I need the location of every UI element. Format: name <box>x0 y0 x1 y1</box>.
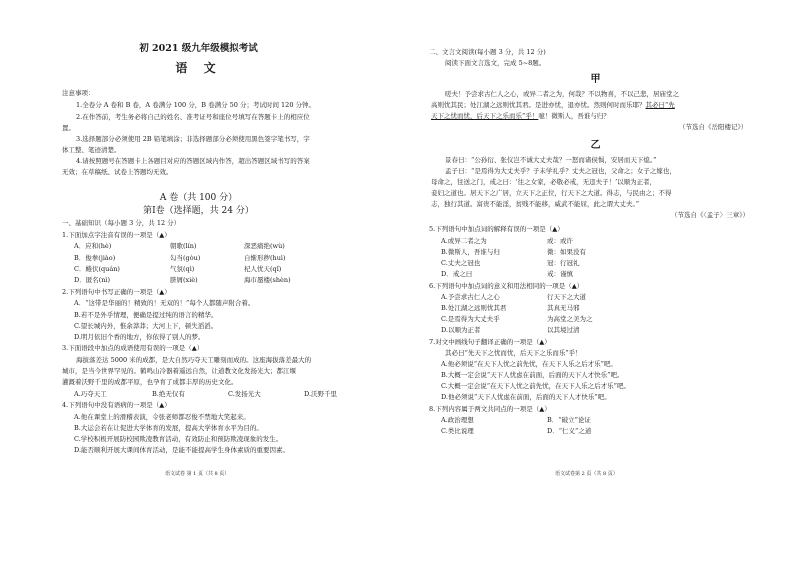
q5-option-d: D．戒之曰 <box>441 270 473 278</box>
question-5-stem: 5.下列语句中加点词的解释有误的一项是（▲） <box>429 225 564 233</box>
q1-option-c-3: 杞人忧天(qǐ) <box>244 265 282 273</box>
question-8-stem: 8.下列内容属于两文共同点的一项是（▲） <box>429 405 551 413</box>
q1-option-b-2: 勾当(gòu) <box>170 254 201 262</box>
underlined-sentence-part-2: 天下之忧而忧，后天下之乐而乐”乎！ <box>431 112 539 120</box>
q5-option-a: A.或异二者之为 <box>441 237 487 245</box>
q3-option-a: A.巧夺天工 <box>74 390 107 398</box>
notice-item-4: 4.请按照题号在答题卡上各题目对应的答题区域内作答，超出答题区域书写的答案 <box>76 157 310 165</box>
question-2-stem: 2.下列语句中书写正确的一项是（▲） <box>62 288 171 296</box>
notice-item-3: 3.选择题部分必须使用 2B 铅笔填涂；非选择题部分必须使用黑色签字笔书写，字 <box>76 135 310 143</box>
notice-item-1: 1.全卷分 A 卷和 B 卷，A 卷满分 100 分，B 卷满分 50 分；考试时间 120 分钟。 <box>76 101 316 109</box>
q6-option-d-2: 以其境过清 <box>547 326 580 334</box>
q3-option-c: C.发扬光大 <box>228 390 261 398</box>
q6-option-a: A.予尝求古仁人之心 <box>441 293 500 301</box>
q4-option-d: D.能否顺利开展大课间体育活动，是能不能提高学生身体素质的重要因素。 <box>74 446 290 454</box>
q1-option-c: C．蜷伏(quán) <box>74 265 120 273</box>
notice-item-2: 2.在作答前，考生务必将自己的姓名、准考证号和座位号填写在答题卡上的相应位 <box>76 113 310 121</box>
q6-option-c-2: 为高堂之美为之 <box>547 315 593 323</box>
passage-jia-label: 甲 <box>590 74 601 85</box>
question-1-stem: 1.下面加点字注音有误的一项是（▲） <box>62 231 171 239</box>
passage-jia-line-2-text: 高则忧其民；处江湖之远则忧其君。是进亦忧，退亦忧。然则何时而乐耶？ <box>431 101 646 109</box>
exam-page-2 <box>397 0 794 561</box>
underlined-sentence-part-1: 其必曰“先 <box>645 101 675 109</box>
notice-label: 注意事项： <box>62 89 95 97</box>
q6-option-a-2: 行天下之大道 <box>547 293 586 301</box>
q4-option-b: B.大运会若在让促进大学体育的发展，提高大学体育水平为目的。 <box>74 424 263 432</box>
passage-yi-line-1: 景春曰：“公孙衍、张仪岂不诚大丈夫哉？一怒而诸侯惧，安居而天下熄。” <box>445 156 657 164</box>
notice-item-2-cont: 置。 <box>62 124 75 132</box>
q2-option-a: A．“这带是华丽的！精致的！无双的！”每个人都随声附合着。 <box>74 299 255 307</box>
q5-option-b-2: 微：如果没有 <box>547 248 586 256</box>
subject-title: 语 文 <box>175 61 222 75</box>
passage-yi-source: （节选自《〈孟子〉三章》） <box>671 211 749 219</box>
q7-option-d: D.他必须说“天下人忧虑在前面，后面的天下人才快乐”吧。 <box>441 393 611 401</box>
question-4-stem: 4.下列语句中没有语病的一项是（▲） <box>62 401 171 409</box>
q1-option-d: D．匿名(nì) <box>74 276 111 284</box>
q7-option-b: B.大概一定会说“天下人忧虑在前面，后面的天下人才快乐”吧。 <box>441 371 624 379</box>
q4-option-c: C.学校积极开展防校园欺凌教育活动，有效防止和预防欺凌现象的发生。 <box>74 435 283 443</box>
q2-option-c: C.望长城内外，惟余莽莽；大河上下，顿失滔滔。 <box>74 322 218 330</box>
q8-option-b: B．“破立”论证 <box>547 416 591 424</box>
q1-option-b-3: 自惭形秽(huì) <box>244 254 286 262</box>
q8-option-a: A.政治理想 <box>441 416 474 424</box>
passage-yi-line-3: 母命之，往送之门，戒之曰：‘往之女家，必敬必戒，无违夫子！’以顺为正者， <box>431 178 657 186</box>
q3-passage-line-3: 灌溉着沃野千里的成都平原，也孕育了成都丰厚的历史文化。 <box>62 378 238 386</box>
q3-option-b: B.绝无仅有 <box>152 390 185 398</box>
q5-option-c-2: 冠：行冠礼 <box>547 259 580 267</box>
q7-option-c: C.大概一定会说“在天下人忧之前先忧，在天下人乐之后才乐”吧。 <box>441 382 630 390</box>
q6-option-b-2: 其真无马邪 <box>547 304 580 312</box>
q3-passage-line-2: 城市，是当今世界罕见的。鹤鸣山冷器着遥远自然，让道教文化发扬光大；都江堰 <box>62 367 296 375</box>
section-2-intro: 阅读下面文言选文，完成 5~8题。 <box>445 59 546 67</box>
q6-option-b: B.处江湖之远则忧其君 <box>441 304 507 312</box>
page-footer-2: 语文试卷第 2 页（共 8 页） <box>555 471 618 477</box>
passage-jia-line-1: 嗟夫！予尝求古仁人之心，或异二者之为，何哉？不以物喜，不以己悲，居庙堂之 <box>445 90 679 98</box>
q5-option-a-2: 或：或许 <box>547 237 573 245</box>
volume-a-heading: A 卷（共 100 分） <box>159 193 238 203</box>
section-1-heading: 一、基础知识（每小题 3 分，共 12 分） <box>62 219 181 227</box>
q7-sentence: 其必曰“先天下之忧而忧，后天下之乐而乐”乎！ <box>445 349 582 357</box>
passage-jia-line-2 <box>431 101 675 109</box>
q1-option-c-2: 气氛(qì) <box>170 265 195 273</box>
page-footer-1: 语文试卷 第 1 页（共 8 页） <box>165 471 230 477</box>
q6-option-d: D.以顺为正者 <box>441 326 481 334</box>
question-7-stem: 7.对文中画线句子翻译正确的一项是（▲） <box>429 338 551 346</box>
q1-option-a-2: 朝歌(lín) <box>170 242 197 250</box>
passage-yi-line-2: 孟子曰：“是焉得为大丈夫乎？子未学礼乎？丈夫之冠也，父命之；女子之嫁也， <box>445 167 676 175</box>
part-1-heading: 第Ⅰ卷（选择题，共 24 分） <box>143 206 254 216</box>
q5-option-d-2: 戒：谨慎 <box>547 270 573 278</box>
q1-option-a-3: 深恶痛绝(wù) <box>244 242 285 250</box>
q3-passage-line-1: 海拔落差达 5000 米的成都，是大自然巧夺天工雕刻而成的。这座海拔落差最大的 <box>76 356 312 364</box>
question-3-stem: 3.下面语段中加点的成语使用有误的一项是（▲） <box>62 344 204 352</box>
q8-option-d: D．“仁义”之道 <box>547 427 592 435</box>
q5-option-c: C.丈夫之冠也 <box>441 259 481 267</box>
q4-option-a: A.他在课堂上的滑稽表演，令张老师都忍俊不禁地大笑起来。 <box>74 413 250 421</box>
q1-option-d-3: 海市蜃楼(shèn) <box>244 276 291 284</box>
passage-jia-line-3-text: 噫！微斯人，吾谁与归？ <box>538 112 610 120</box>
notice-item-3-cont: 体工整、笔迹清楚。 <box>62 146 121 154</box>
q1-option-d-2: 脐屑(xiè) <box>170 276 198 284</box>
exam-title: 初 2021 级九年级模拟考试 <box>139 43 258 54</box>
q7-option-a: A.他必须说“在天下人忧之前先忧，在天下人乐之后才乐”吧。 <box>441 360 617 368</box>
q2-option-d: D.明月依旧个香的地方，你依得了别人的梦。 <box>74 333 205 341</box>
passage-yi-line-4: 妾妇之道也。居天下之广居，立天下之正位，行天下之大道。得志，与民由之；不得 <box>431 189 672 197</box>
q1-option-a: A．应和(hè) <box>74 242 112 250</box>
question-6-stem: 6.下列语句中加点词的意义和用法相同的一项是（▲） <box>429 282 584 290</box>
q6-option-c: C.是焉得为大丈夫乎 <box>441 315 500 323</box>
passage-yi-line-5: 志，独行其道。富贵不能淫，贫贱不能移，威武不能屈，此之谓大丈夫。” <box>431 200 640 208</box>
q5-option-b: B.微斯人，吾谁与归 <box>441 248 500 256</box>
section-2-heading: 二、文言文阅读(每小题 3 分，共 12 分) <box>429 48 546 56</box>
passage-jia-line-3 <box>431 112 610 120</box>
passage-yi-label: 乙 <box>590 140 601 151</box>
passage-jia-source: （节选自《岳阳楼记》） <box>679 123 748 131</box>
q1-option-b: B．俊拳(jiào) <box>74 254 116 262</box>
q2-option-b: B.若不是外乎情理，便确是提过纯的语言的精华。 <box>74 311 218 319</box>
q3-option-d: D.沃野千里 <box>304 390 338 398</box>
q8-option-c: C.类比说理 <box>441 427 474 435</box>
notice-item-4-cont: 无效；在草稿纸、试卷上答题均无效。 <box>62 168 173 176</box>
